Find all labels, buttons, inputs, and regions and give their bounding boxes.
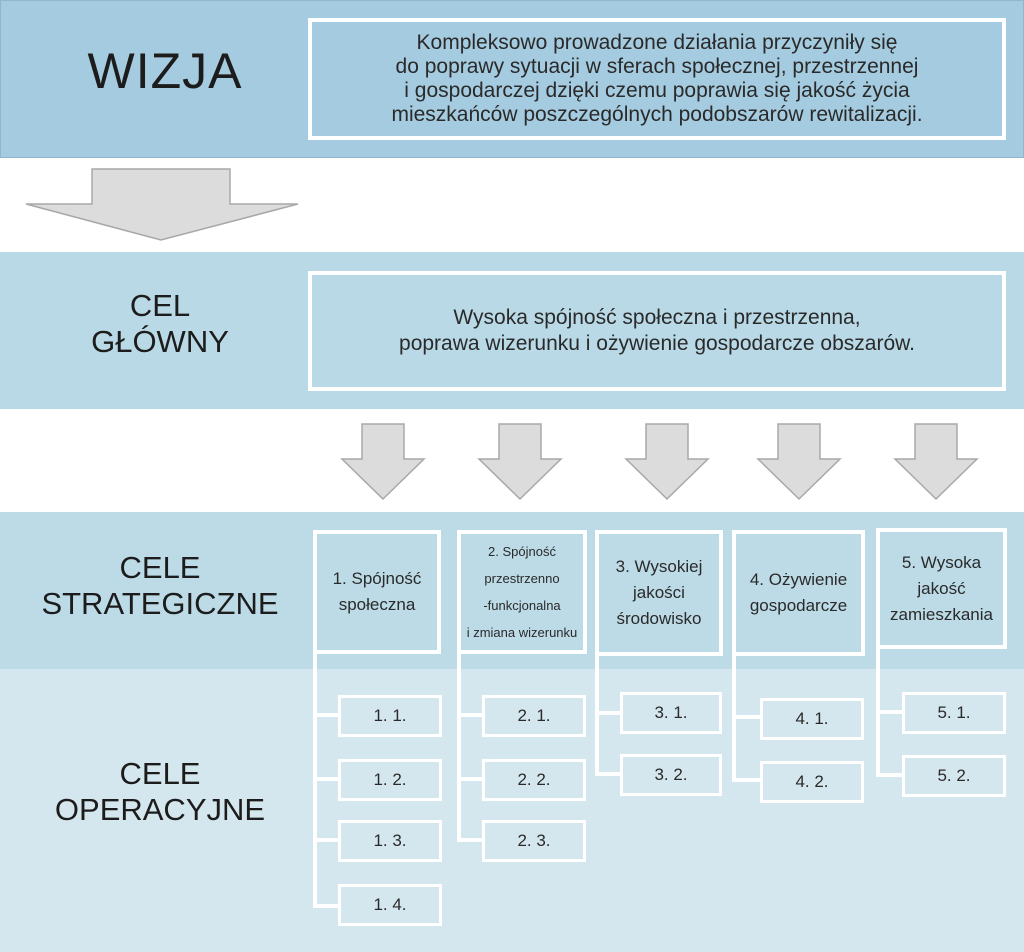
down-arrow-icon-2 — [477, 423, 563, 501]
connector-line — [595, 711, 622, 715]
operational-goal-4-2: 4. 2. — [760, 761, 864, 803]
connector-line — [313, 838, 340, 842]
connector-line — [457, 777, 484, 781]
operational-goal-5-1: 5. 1. — [902, 692, 1006, 734]
main-goal-text: Wysoka spójność społeczna i przestrzenna, poprawa wizerunku i ożywienie gospodarcze obszarów. — [308, 271, 1006, 391]
down-arrow-icon-1 — [340, 423, 426, 501]
strategic-goal-5: 5. Wysoka jakość zamieszkania — [876, 528, 1007, 649]
operational-goals-label: CELE OPERACYJNE — [54, 756, 266, 827]
down-arrow-icon-5 — [893, 423, 979, 501]
down-arrow-icon-4 — [756, 423, 842, 501]
connector-line — [457, 650, 461, 842]
operational-goal-3-1: 3. 1. — [620, 692, 722, 734]
connector-line — [876, 773, 904, 777]
operational-goal-2-1: 2. 1. — [482, 695, 586, 737]
strategic-goal-1: 1. Spójność społeczna — [313, 530, 441, 654]
strategic-goals-label: CELE STRATEGICZNE — [41, 550, 279, 621]
operational-goal-1-4: 1. 4. — [338, 884, 442, 926]
connector-line — [313, 713, 340, 717]
operational-goal-1-2: 1. 2. — [338, 759, 442, 801]
connector-line — [457, 838, 484, 842]
vision-label: WIZJA — [87, 43, 243, 99]
connector-line — [876, 710, 904, 714]
operational-goal-5-2: 5. 2. — [902, 755, 1006, 797]
main-goal-label: CEL GŁÓWNY — [91, 288, 229, 359]
connector-line — [595, 772, 622, 776]
vision-text: Kompleksowo prowadzone działania przyczyniły się do poprawy sytuacji w sferach społecznej, przestrzennej i gospodarczej dzięki czemu poprawia się jakość życia mieszkańców poszczególnych podobszarów rewitalizacji. — [308, 18, 1006, 140]
operational-goal-4-1: 4. 1. — [760, 698, 864, 740]
strategic-goal-2: 2. Spójność przestrzenno -funkcjonalna i zmiana wizerunku — [457, 530, 587, 654]
connector-line — [732, 778, 762, 782]
connector-line — [313, 777, 340, 781]
operational-goal-2-3: 2. 3. — [482, 820, 586, 862]
down-arrow-icon-3 — [624, 423, 710, 501]
strategic-goal-3: 3. Wysokiej jakości środowisko — [595, 530, 723, 656]
connector-line — [313, 904, 340, 908]
operational-goal-1-3: 1. 3. — [338, 820, 442, 862]
operational-goal-3-2: 3. 2. — [620, 754, 722, 796]
connector-line — [457, 713, 484, 717]
vision-down-arrow-icon — [24, 168, 300, 242]
connector-line — [732, 715, 762, 719]
operational-goal-1-1: 1. 1. — [338, 695, 442, 737]
strategic-goal-4: 4. Ożywienie gospodarcze — [732, 530, 865, 656]
operational-goal-2-2: 2. 2. — [482, 759, 586, 801]
